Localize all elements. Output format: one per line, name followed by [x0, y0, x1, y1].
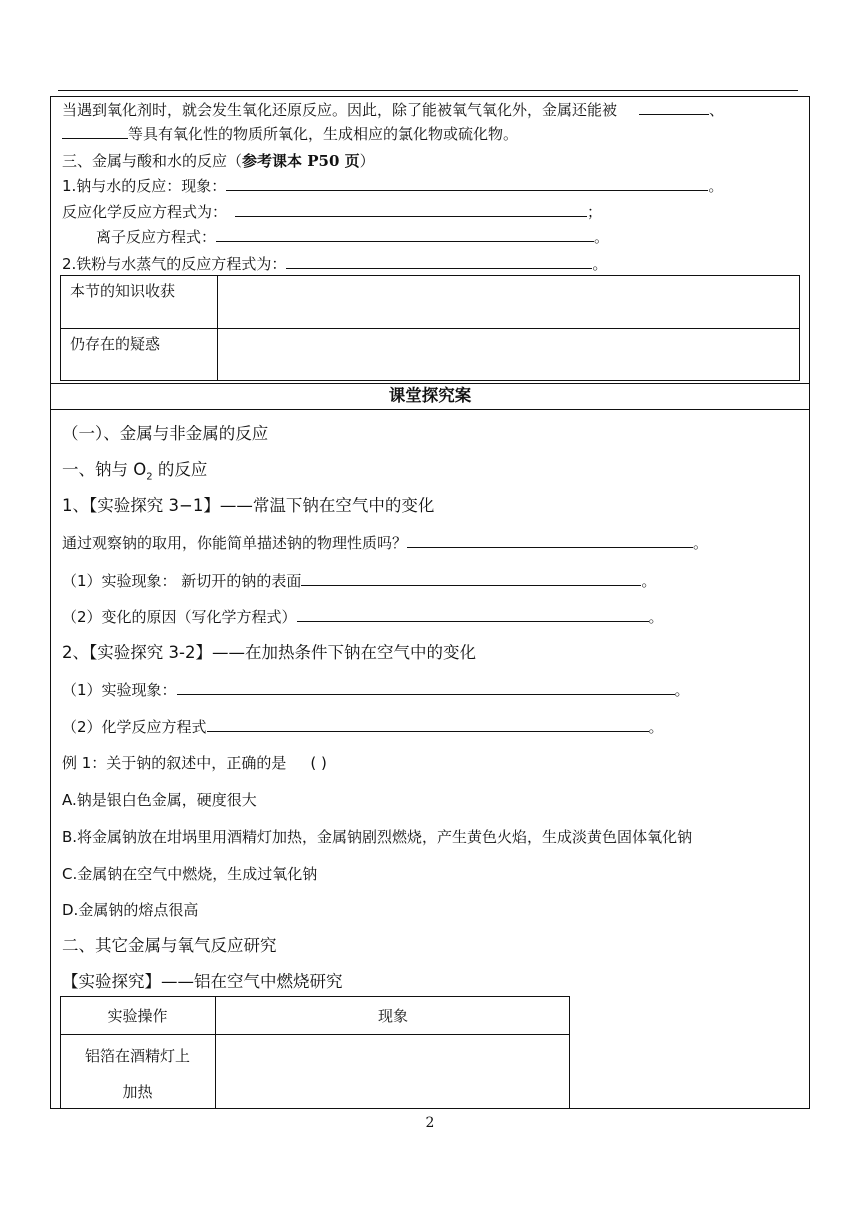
section3-title — [62, 151, 375, 171]
period: 。 — [641, 572, 657, 590]
period: 。 — [674, 681, 690, 699]
al-table-operation-line1: 铝箔在酒精灯上 — [84, 1047, 190, 1065]
al-table-phenomenon-input[interactable] — [216, 1035, 569, 1107]
option-d[interactable]: D.金属钠的熔点很高 — [62, 901, 199, 919]
heading-sodium-oxygen-tail: 的反应 — [152, 460, 208, 479]
heading-other-metals: 二、其它金属与氧气反应研究 — [62, 936, 277, 955]
exp2-q1-line — [62, 680, 690, 700]
blank-exp1-q1[interactable] — [301, 571, 641, 586]
header-band-bottom — [50, 409, 810, 410]
blank-q1-equation[interactable] — [235, 202, 587, 217]
summary-row-gains-label: 本节的知识收获 — [70, 282, 176, 300]
subscript-2: 2 — [146, 471, 153, 483]
summary-row-gains-input[interactable] — [218, 276, 799, 328]
period: 。 — [708, 177, 724, 195]
exp2-q2-line — [62, 717, 664, 737]
exp2-title: 2、【实验探究 3-2】——在加热条件下钠在空气中的变化 — [62, 643, 476, 662]
exp1-q2: （2）变化的原因（写化学方程式） — [62, 608, 297, 626]
line-oxidizer-text-2 — [62, 124, 518, 144]
q1-equation — [62, 202, 602, 222]
page-number: 2 — [425, 1115, 435, 1131]
section3-reference: 参考课本 P50 页 — [242, 152, 360, 170]
exp3-title: 【实验探究】——铝在空气中燃烧研究 — [62, 972, 343, 991]
blank-exp2-q2[interactable] — [207, 717, 649, 732]
exp1-q1: （1）实验现象： 新切开的钠的表面 — [62, 572, 302, 590]
al-table-header-operation: 实验操作 — [107, 1007, 168, 1025]
section3-close: ） — [359, 152, 375, 170]
period: 。 — [648, 718, 664, 736]
semicolon: ； — [587, 203, 603, 221]
q1-phenomenon — [62, 176, 723, 196]
summary-row-doubts-label: 仍存在的疑惑 — [70, 335, 161, 353]
example-stem: 例 1：关于钠的叙述中，正确的是 — [62, 754, 287, 772]
q1-label: 1.钠与水的反应：现象： — [62, 177, 227, 195]
period: 。 — [592, 255, 608, 273]
heading-sodium-oxygen-text: 一、钠与 O — [62, 460, 147, 479]
top-rule — [58, 90, 798, 91]
q2-iron-steam — [62, 254, 607, 274]
section-header-title: 课堂探究案 — [388, 386, 472, 405]
exp1-title: 1、【实验探究 3−1】——常温下钠在空气中的变化 — [62, 496, 435, 515]
q1-ionic — [96, 227, 609, 247]
exp1-question: 通过观察钠的取用，你能简单描述钠的物理性质吗？ — [62, 534, 408, 552]
blank-exp1-q2[interactable] — [297, 607, 649, 622]
exp1-q1-line — [62, 571, 656, 591]
period: 。 — [648, 608, 664, 626]
blank-q1-ionic[interactable] — [216, 227, 594, 242]
blank-oxidizer-1[interactable] — [639, 100, 709, 115]
heading-sodium-oxygen — [62, 459, 207, 488]
header-band-top — [50, 383, 810, 384]
al-table-operation-line2: 加热 — [122, 1083, 153, 1101]
line-oxidizer-text — [62, 100, 724, 120]
frame-bottom-border — [50, 1108, 810, 1109]
blank-oxidizer-2[interactable] — [62, 124, 128, 139]
blank-q1-phenomenon[interactable] — [226, 176, 708, 191]
blank-q2-equation[interactable] — [286, 254, 592, 269]
period: 。 — [594, 228, 610, 246]
example-stem-line — [62, 753, 327, 773]
period: 。 — [693, 534, 709, 552]
q2-label: 2.铁粉与水蒸气的反应方程式为： — [62, 255, 287, 273]
blank-exp1-question[interactable] — [407, 533, 693, 548]
oxidizer-sentence-2: 等具有氧化性的物质所氧化，生成相应的氯化物或硫化物。 — [128, 125, 519, 143]
frame-left-border — [50, 96, 51, 1108]
section3-title-text: 三、金属与酸和水的反应（ — [62, 152, 243, 170]
exp2-q1: （1）实验现象： — [62, 681, 177, 699]
q1-equation-label: 反应化学反应方程式为： — [62, 203, 228, 221]
oxidizer-sentence: 当遇到氧化剂时，就会发生氧化还原反应。因此，除了能被氧气氧化外，金属还能被 — [62, 101, 618, 119]
example-answer-paren[interactable]: ( ) — [310, 754, 327, 772]
frame-right-border — [809, 96, 810, 1108]
exp1-q2-line — [62, 607, 664, 627]
al-table-header-phenomenon: 现象 — [377, 1007, 408, 1025]
option-c[interactable]: C.金属钠在空气中燃烧，生成过氧化钠 — [62, 865, 318, 883]
option-b[interactable]: B.将金属钠放在坩埚里用酒精灯加热，金属钠剧烈燃烧，产生黄色火焰，生成淡黄色固体氧化钠 — [62, 828, 693, 846]
blank-exp2-q1[interactable] — [177, 680, 675, 695]
option-a[interactable]: A.钠是银白色金属，硬度很大 — [62, 791, 257, 809]
summary-row-doubts-input[interactable] — [218, 329, 799, 380]
q1-ionic-label: 离子反应方程式： — [96, 228, 217, 246]
comma-mark: 、 — [709, 101, 725, 119]
exp1-question-line — [62, 533, 708, 553]
heading-metal-nonmetal: （一）、金属与非金属的反应 — [62, 424, 269, 443]
frame-top-border — [50, 96, 810, 97]
exp2-q2: （2）化学反应方程式 — [62, 718, 207, 736]
